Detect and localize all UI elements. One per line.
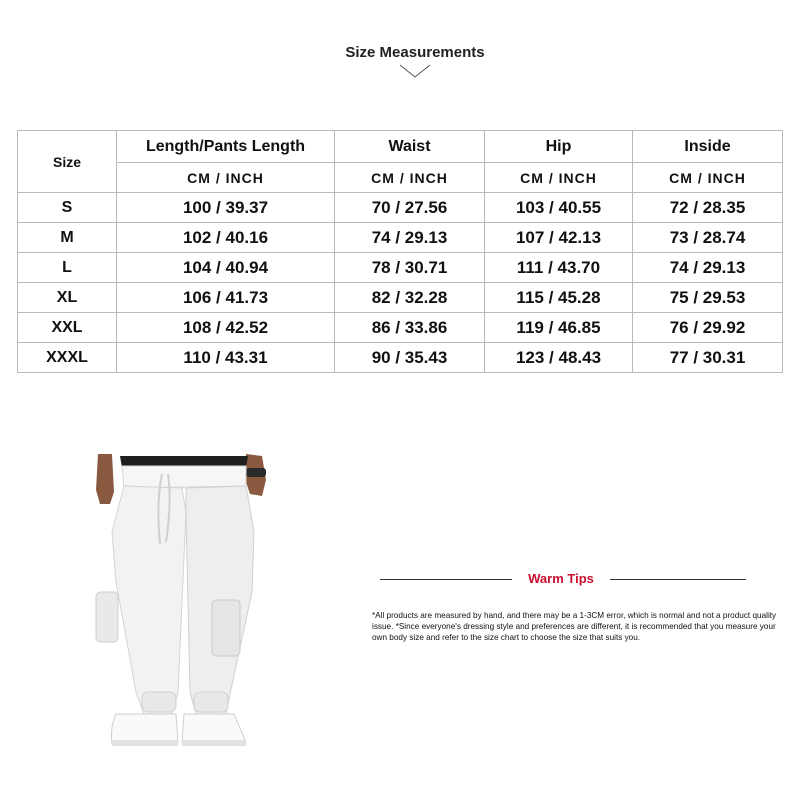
unit-label: CM / INCH (633, 163, 783, 193)
hip-cell: 123 / 48.43 (485, 343, 633, 373)
hip-column-header: Hip (485, 131, 633, 163)
length-cell: 102 / 40.16 (117, 223, 335, 253)
hip-cell: 111 / 43.70 (485, 253, 633, 283)
table-row (18, 343, 783, 373)
table-row (18, 283, 783, 313)
inside-cell: 72 / 28.35 (633, 193, 783, 223)
waist-cell: 78 / 30.71 (335, 253, 485, 283)
pants-product-image (86, 452, 286, 757)
table-row (18, 223, 783, 253)
size-cell: L (18, 253, 117, 283)
inside-cell: 75 / 29.53 (633, 283, 783, 313)
table-row (18, 313, 783, 343)
size-cell: XXXL (18, 343, 117, 373)
warm-tips-heading: Warm Tips (528, 571, 594, 586)
chevron-down-icon (399, 63, 431, 79)
waist-column-header: Waist (335, 131, 485, 163)
unit-label: CM / INCH (485, 163, 633, 193)
hip-cell: 107 / 42.13 (485, 223, 633, 253)
page-title: Size Measurements (345, 44, 485, 61)
hip-cell: 119 / 46.85 (485, 313, 633, 343)
table-row (18, 193, 783, 223)
waist-cell: 74 / 29.13 (335, 223, 485, 253)
size-cell: M (18, 223, 117, 253)
divider (380, 579, 512, 580)
size-chart-table (17, 130, 783, 373)
length-cell: 100 / 39.37 (117, 193, 335, 223)
warm-tips-text: *All products are measured by hand, and there may be a 1-3CM error, which is normal and not a product quality issue. *Since everyone's dressing style and preferences are different, it is recommended that you measure your own body size and refer to the size chart to choose the size that suits you. (372, 611, 777, 642)
size-cell: XXL (18, 313, 117, 343)
inside-cell: 73 / 28.74 (633, 223, 783, 253)
waist-cell: 86 / 33.86 (335, 313, 485, 343)
length-cell: 104 / 40.94 (117, 253, 335, 283)
hip-cell: 115 / 45.28 (485, 283, 633, 313)
inside-cell: 74 / 29.13 (633, 253, 783, 283)
waist-cell: 90 / 35.43 (335, 343, 485, 373)
unit-label: CM / INCH (335, 163, 485, 193)
length-column-header: Length/Pants Length (117, 131, 335, 163)
table-row (18, 253, 783, 283)
length-cell: 106 / 41.73 (117, 283, 335, 313)
unit-label: CM / INCH (117, 163, 335, 193)
inside-column-header: Inside (633, 131, 783, 163)
waist-cell: 70 / 27.56 (335, 193, 485, 223)
hip-cell: 103 / 40.55 (485, 193, 633, 223)
size-cell: XL (18, 283, 117, 313)
length-cell: 110 / 43.31 (117, 343, 335, 373)
size-column-header: Size (18, 131, 117, 193)
size-cell: S (18, 193, 117, 223)
length-cell: 108 / 42.52 (117, 313, 335, 343)
divider (610, 579, 746, 580)
inside-cell: 76 / 29.92 (633, 313, 783, 343)
waist-cell: 82 / 32.28 (335, 283, 485, 313)
inside-cell: 77 / 30.31 (633, 343, 783, 373)
